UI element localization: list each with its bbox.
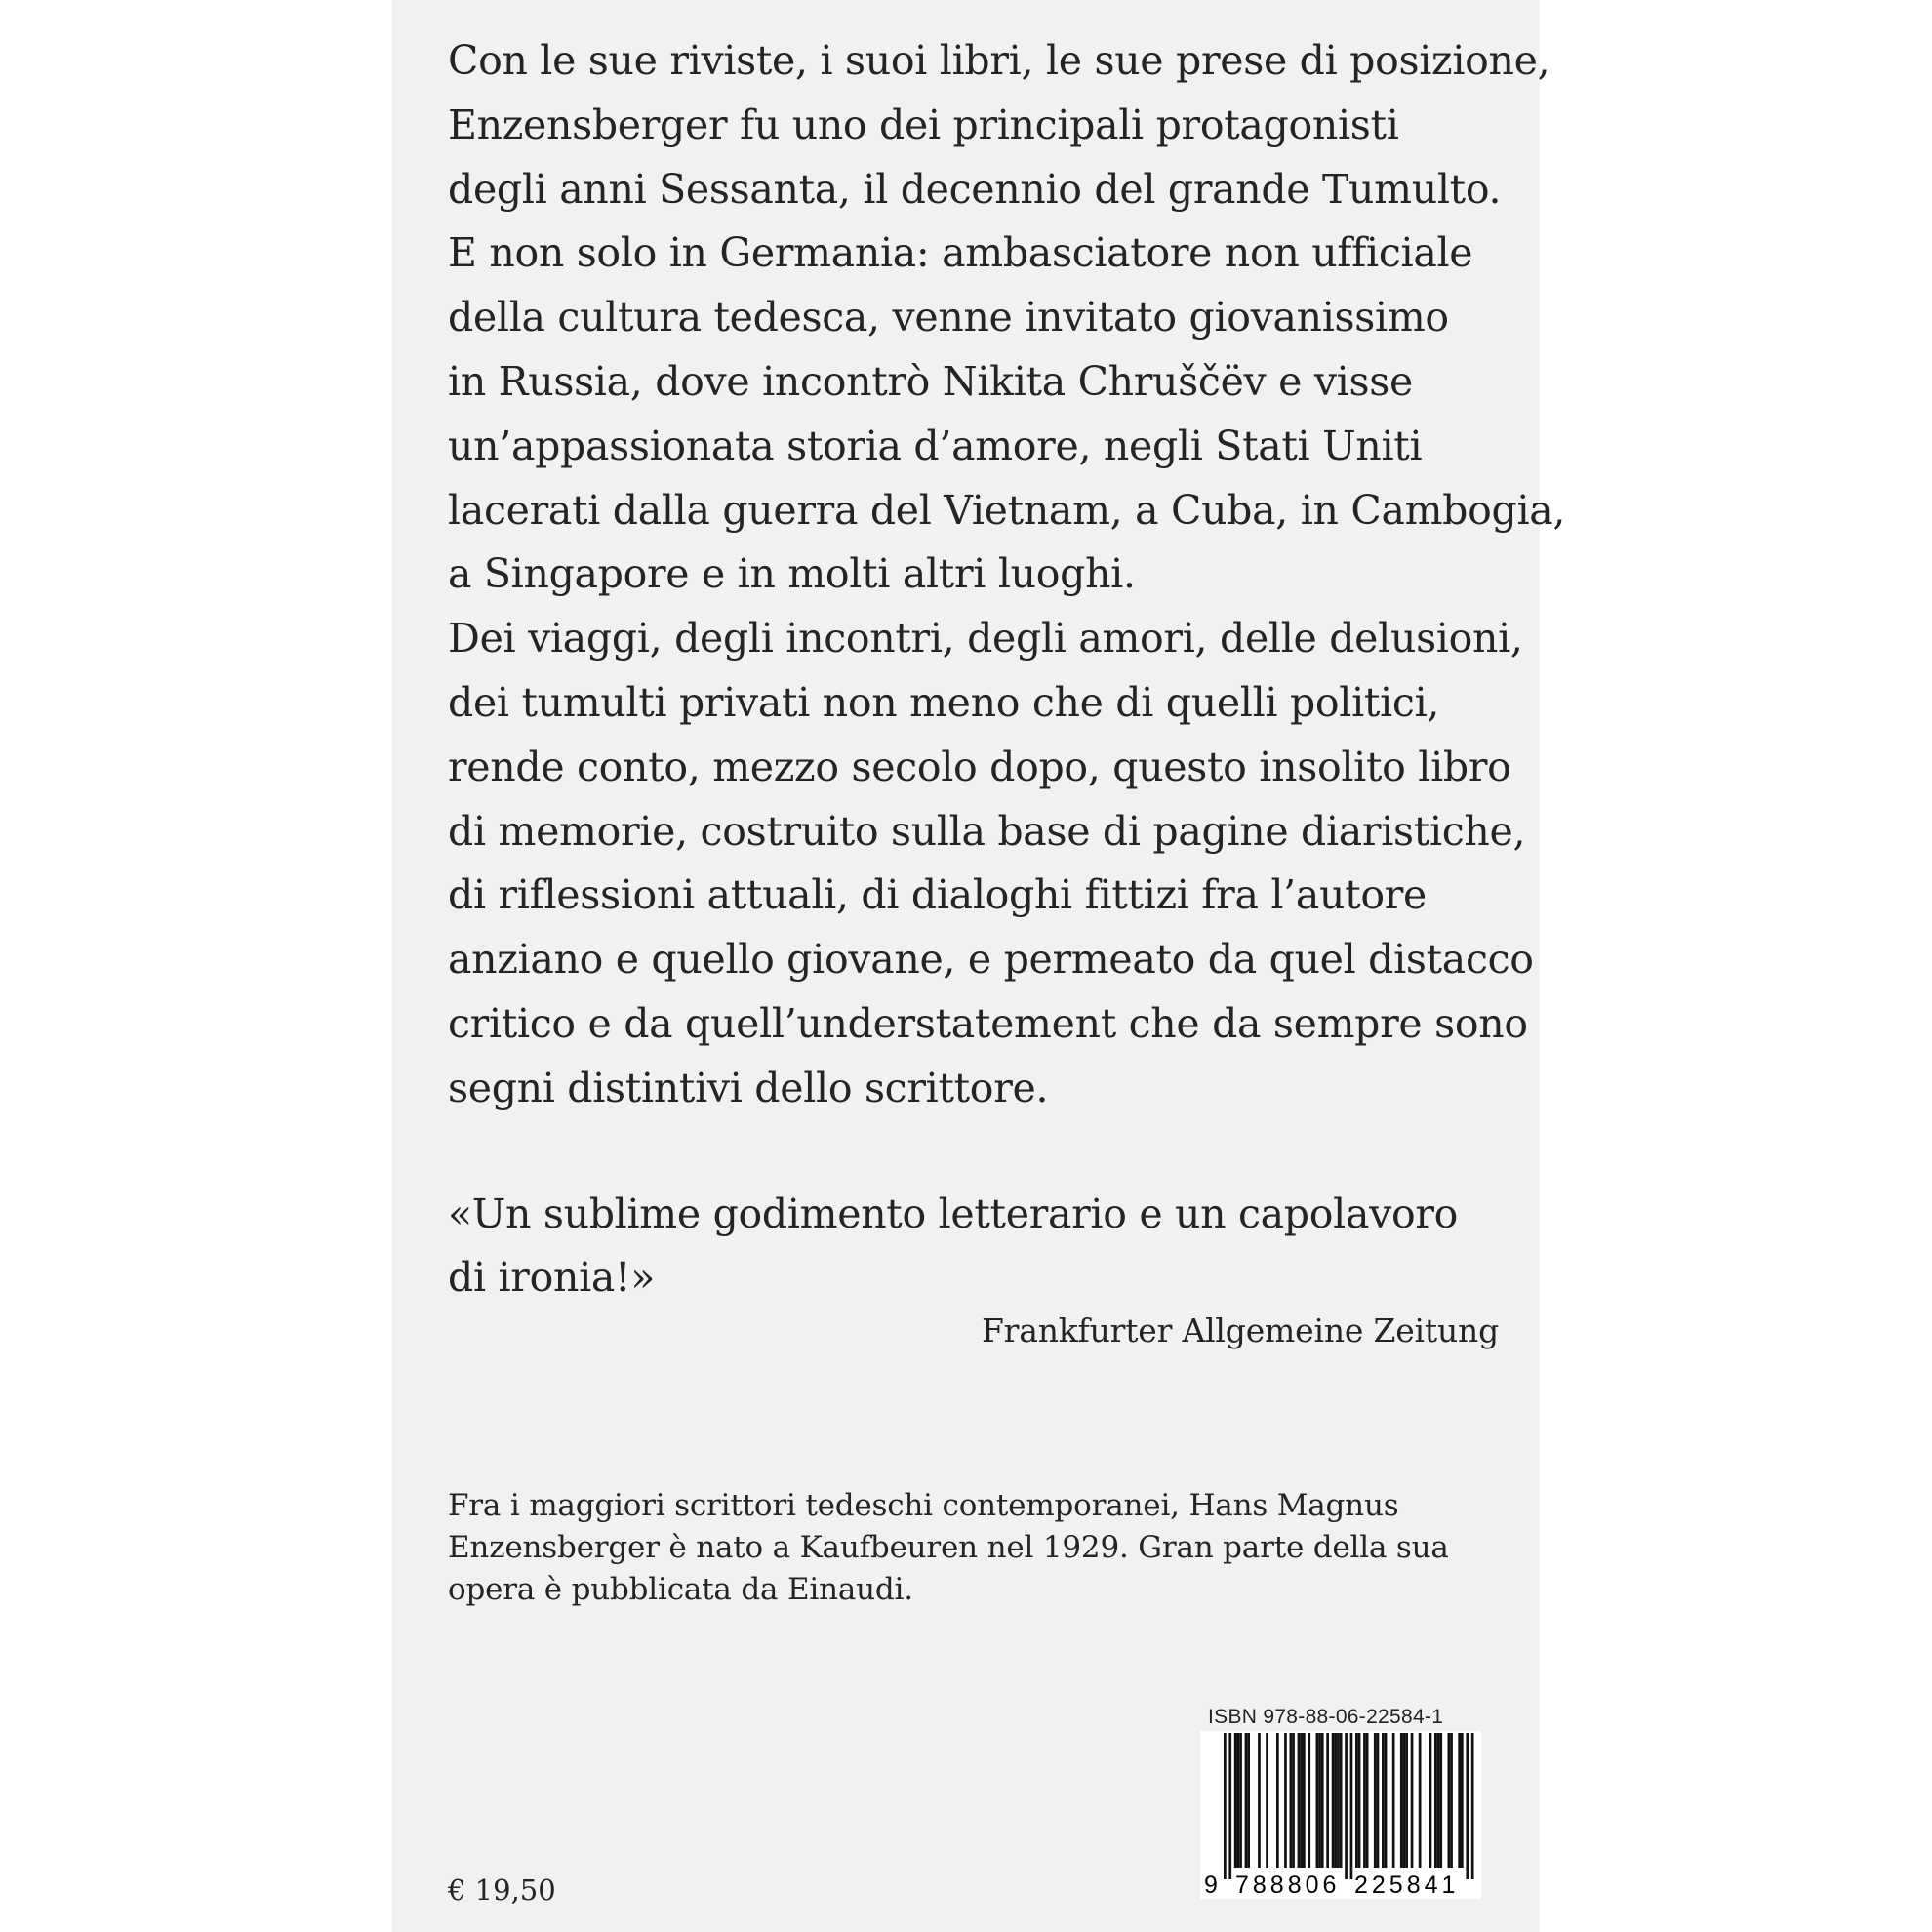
barcode-bar [1334,1733,1337,1868]
blurb-line: Enzensberger fu uno dei principali protagonisti [448,101,1399,148]
barcode-bar [1292,1733,1295,1868]
barcode-bar [1284,1733,1287,1868]
quote-line: di ironia!» [448,1254,656,1301]
bio-line: opera è pubblicata da Einaudi. [448,1572,913,1607]
blurb-line: in Russia, dove incontrò Nikita Chruščëv e visse [448,357,1413,405]
barcode-bar [1321,1733,1324,1868]
blurb-text [448,29,1566,1121]
barcode-bar [1355,1733,1358,1868]
blurb-line: di memorie, costruito sulla base di pagine diaristiche, [448,807,1526,855]
barcode-bar [1258,1733,1261,1868]
barcode-bar [1471,1733,1474,1879]
barcode-bar [1392,1733,1395,1868]
barcode-bar [1366,1733,1369,1868]
blurb-line: lacerati dalla guerra del Vietnam, a Cuba, in Cambogia, [448,486,1566,534]
barcode-bar [1337,1733,1340,1868]
barcode-digits-left: 788806 [1235,1872,1341,1899]
barcode-bar [1224,1733,1227,1879]
barcode-bar [1318,1733,1321,1868]
book-back-cover [392,0,1566,1932]
barcode-bar [1439,1733,1442,1868]
barcode-bar [1345,1733,1348,1879]
barcode-bar [1290,1733,1293,1868]
barcode-bar [1300,1733,1303,1868]
barcode-bar [1458,1733,1461,1868]
blurb-line: di riflessioni attuali, di dialoghi fittizi fra l’autore [448,871,1427,919]
barcode-bar [1429,1733,1432,1868]
quote-attribution: Frankfurter Allgemeine Zeitung [981,1311,1499,1349]
blurb-line: a Singapore e in molti altri luoghi. [448,550,1136,598]
blurb-line: un’appassionata storia d’amore, negli Stati Uniti [448,422,1423,469]
barcode-bar [1276,1733,1279,1868]
barcode-bar [1316,1733,1319,1868]
bio-line: Enzensberger è nato a Kaufbeuren nel 1929. Gran parte della sua [448,1530,1449,1565]
barcode-bar [1419,1733,1422,1868]
barcode-bar [1340,1733,1343,1868]
blurb-line: dei tumulti privati non meno che di quelli politici, [448,678,1440,726]
barcode-bar [1377,1733,1380,1868]
barcode-bar [1239,1733,1242,1868]
barcode-bar [1237,1733,1240,1868]
barcode-bar [1374,1733,1377,1868]
blurb-line: anziano e quello giovane, e permeato da quel distacco [448,936,1534,984]
blurb-line: Con le sue riviste, i suoi libri, le sue prese di posizione, [448,37,1550,84]
barcode-bar [1382,1733,1385,1868]
barcode-bar [1466,1733,1469,1879]
barcode-bar [1308,1733,1310,1868]
barcode-bar [1448,1733,1451,1868]
author-bio [448,1485,1521,1611]
barcode-bar [1358,1733,1361,1868]
barcode-bar [1385,1733,1388,1868]
barcode-bar [1400,1733,1403,1868]
barcode-bar [1234,1733,1237,1868]
barcode-bar [1434,1733,1437,1868]
barcode-bar [1326,1733,1329,1868]
barcode-bar [1405,1733,1408,1868]
barcode-bar [1228,1733,1231,1879]
barcode-bar [1403,1733,1406,1868]
blurb-line: Dei viaggi, degli incontri, degli amori, delle delusioni, [448,615,1523,663]
barcode-bar [1411,1733,1414,1868]
barcode-digits-right: 225841 [1354,1872,1460,1899]
blurb-line: degli anni Sessanta, il decennio del grande Tumulto. [448,165,1502,213]
barcode-bar [1247,1733,1250,1868]
price-label: € 19,50 [448,1873,556,1907]
barcode-bar [1245,1733,1248,1868]
barcode-bar [1363,1733,1366,1868]
blurb-line: E non solo in Germania: ambasciatore non ufficiale [448,229,1473,277]
isbn-label: ISBN 978-88-06-22584-1 [1208,1706,1444,1728]
barcode-bar [1303,1733,1306,1868]
barcode-bar [1298,1733,1301,1868]
barcode-bar [1437,1733,1440,1868]
barcode-bar [1450,1733,1453,1868]
barcode-digit-first: 9 [1204,1872,1218,1899]
barcode-bar [1461,1733,1464,1868]
barcode-bar [1350,1733,1353,1879]
quote-line: «Un sublime godimento letterario e un capolavoro [448,1190,1459,1237]
barcode-icon [1200,1731,1481,1899]
bio-line: Fra i maggiori scrittori tedeschi contemporanei, Hans Magnus [448,1488,1399,1523]
blurb-line: segni distintivi dello scrittore. [448,1064,1049,1111]
press-quote [448,1183,1521,1309]
blurb-line: critico e da quell’understatement che da sempre sono [448,999,1528,1047]
blurb-line: rende conto, mezzo secolo dopo, questo insolito libro [448,743,1511,790]
barcode-bar [1332,1733,1335,1868]
blurb-line: della cultura tedesca, venne invitato giovanissimo [448,294,1449,342]
barcode-bar [1266,1733,1268,1868]
